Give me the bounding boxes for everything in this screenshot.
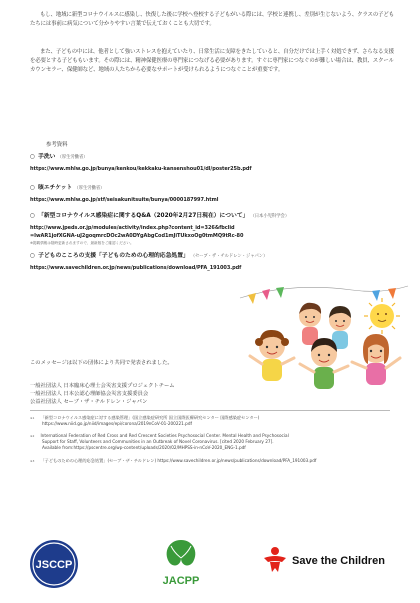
reference-title: 手洗い: [38, 154, 56, 160]
jsccp-logo-text: JSCCP: [35, 559, 73, 571]
organization-item: 公益社団法人 セーブ・ザ・チルドレン・ジャパン: [30, 399, 148, 406]
reference-source: （厚生労働省）: [74, 186, 105, 191]
organization-item: 一般社団法人 日本臨床心理士会災害支援プロジェクトチーム: [30, 383, 175, 389]
save-the-children-icon: [262, 546, 288, 576]
footnote-number: ※2: [30, 434, 35, 438]
footnote-text-continued: Support for Staff, Volunteers and Communities in an Outbreak of Novel Coronavirus. [cited 2020 February 27].: [42, 439, 274, 445]
footnote-2: [30, 433, 400, 452]
reference-link[interactable]: http://www.jpeds.or.jp/modules/activity/index.php?content_id=326&fbclid: [30, 225, 235, 231]
footnote-divider: [30, 410, 390, 411]
reference-link[interactable]: https://www.savechildren.or.jp/news/publications/download/PFA_191003.pdf: [30, 265, 242, 271]
reference-item: [30, 252, 410, 272]
bullet-icon: ○: [30, 185, 36, 191]
footnote-text: 「新型コロナウイルス感染症に対する感染管理」(国立感染症研究所 国立国際医療研究センター 国際感染症センター): [40, 415, 260, 420]
footnote-number: ※3: [30, 459, 35, 463]
jacpp-logo-mark: [155, 536, 207, 592]
reference-link[interactable]: https://www.mhlw.go.jp/bunya/kenkou/kekkaku-kansenshou01/dl/poster25b.pdf: [30, 166, 252, 172]
reference-link-continued[interactable]: =IwAR1jofXGNA-uJ2goqmrcDOc2wA0DYgAbgCod1mJiTUkxoOg0tmMQ9tRc-80: [30, 233, 244, 239]
reference-source: （セーブ・ザ・チルドレン・ジャパン）: [190, 254, 268, 259]
jsccp-logo: [28, 538, 80, 594]
save-the-children-text: Save the Children: [292, 555, 385, 567]
save-the-children-logo: [262, 546, 385, 576]
reference-link[interactable]: https://www.mhlw.go.jp/stf/seisakunitsuite/bunya/0000187997.html: [30, 197, 219, 203]
reference-title: 子どものこころの支援「子どものための心理的応急処置」: [38, 253, 189, 259]
footnote-text: International Federation of Red Cross and Red Crescent Societies Psychosocial Center. Mental Health and Psychosocial: [40, 433, 289, 438]
references-heading: 参考資料: [46, 142, 68, 148]
reference-item: [30, 184, 410, 204]
footnote-link[interactable]: https://www.niid.go.jp/niid/images/epi/corona/2019nCoV-01-200221.pdf: [42, 421, 192, 427]
bullet-icon: ○: [30, 154, 36, 160]
jacpp-logo-text: JACPP: [162, 575, 200, 587]
jsccp-logo-mark: [28, 538, 80, 590]
reference-title: 「新型コロナウイルス感染症に関するQ&A（2020年2月27日現在）について」: [38, 213, 249, 219]
footnote-3: [30, 458, 400, 464]
reference-source: （日本小児科学会）: [250, 214, 290, 219]
joint-statement: このメッセージは以下の団体により共同で発表されました。: [30, 360, 173, 366]
bullet-icon: ○: [30, 253, 36, 259]
reference-item: [30, 153, 410, 173]
update-note: ※掲載情報は随時更新されますので、最新版をご確認ください。: [30, 241, 134, 245]
body-paragraph-2: また、子どもの中には、他者として強いストレスを抱えていたり、日常生活に支障をきたしていると、自分だけでは上手く対処できず、さらなる支援を必要とする子どももいます。その際には、精神保健医療の専門家につなげる必要があります。すぐに専門家につなぐのが難しい場合は、教員、スクールカウンセラー、保健師など、地域の人たちから必要なサポートが受けられるようにつなぐことが重要です。: [30, 49, 394, 74]
footnote-1: [30, 415, 400, 427]
reference-title: 咳エチケット: [38, 185, 73, 191]
footnote-number: ※1: [30, 416, 35, 420]
jacpp-logo: [155, 536, 207, 596]
reference-source: （厚生労働省）: [57, 155, 88, 160]
footnote-text: 「子どものための心理的応急処置」(セーブ・ザ・チルドレン) https://www.savechildren.or.jp/news/publications/download/PFA_191003.pdf: [40, 458, 317, 463]
organization-list: [30, 382, 175, 407]
bullet-icon: ○: [30, 213, 36, 219]
children-illustration: [232, 276, 414, 404]
footnote-link[interactable]: Available from:https://pscentre.org/wp-content/uploads/2020/02/MHPSS-in-nCoV-2020_ENG-1.pdf: [42, 445, 246, 451]
body-paragraph-1: もし、地域に新型コロナウイルスに感染し、快復した後に学校へ登校する子どもがいる際には、学校と連携し、差別が生じないよう、クラスの子どもたちには事前に病気について分かりやすい言葉で伝えておくことも大切です。: [30, 12, 394, 28]
organization-item: 一般社団法人 日本公認心理師協会災害支援委員会: [30, 391, 149, 398]
reference-item: [30, 212, 410, 246]
